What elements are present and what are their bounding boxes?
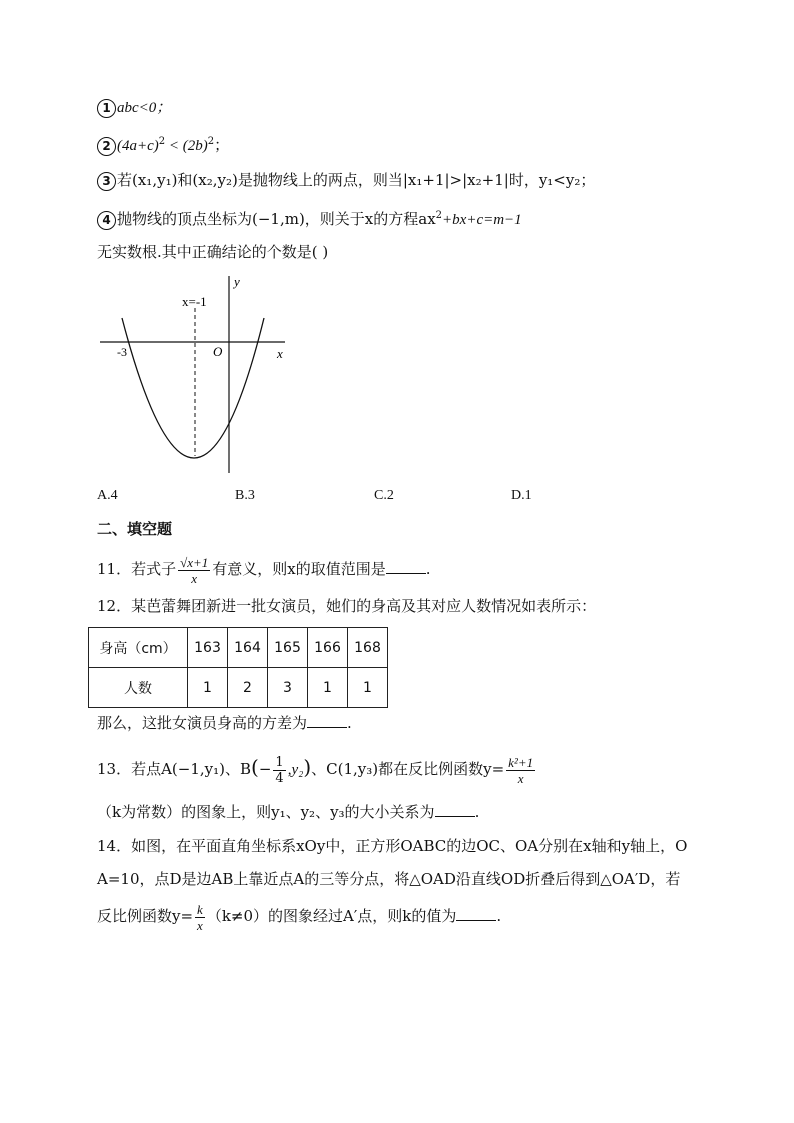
statement-1 bbox=[97, 97, 171, 118]
table-cell: 166 bbox=[308, 628, 348, 668]
y-axis-label: y bbox=[234, 274, 240, 289]
q11-end: . bbox=[425, 560, 431, 578]
statement-1-text: abc<0； bbox=[117, 100, 172, 116]
x-axis-label: x bbox=[277, 346, 283, 361]
height-table bbox=[88, 627, 388, 708]
statement-3 bbox=[97, 170, 595, 191]
q11-suffix: 有意义，则x的取值范围是 bbox=[212, 560, 386, 578]
q14-answer-blank[interactable] bbox=[456, 906, 496, 921]
q11-answer-blank[interactable] bbox=[386, 559, 426, 574]
question-14-line-2: A=10，点D是边AB上靠近点A的三等分点，将△OAD沿直线OD折叠后得到△OA′D，若 bbox=[97, 870, 681, 888]
table-cell: 165 bbox=[268, 628, 308, 668]
statement-2-exp-1: 2 bbox=[158, 136, 166, 147]
parabola-graph bbox=[95, 268, 295, 478]
statement-4-part-b: +bx+c=m−1 bbox=[442, 212, 522, 228]
table-cell: 163 bbox=[188, 628, 228, 668]
table-cell: 2 bbox=[228, 668, 268, 708]
q13-line1-text: 13．若点A(−1,y₁)、B bbox=[97, 760, 252, 778]
question-10-tail: 无实数根.其中正确结论的个数是( ) bbox=[97, 243, 329, 261]
question-12-text: 12．某芭蕾舞团新进一批女演员，她们的身高及其对应人数情况如表所示： bbox=[97, 597, 597, 615]
statement-2-tail: ； bbox=[214, 136, 230, 154]
q14-denominator: x bbox=[197, 917, 203, 933]
statement-4 bbox=[97, 206, 522, 230]
circled-number-4: 4 bbox=[97, 211, 116, 230]
q13-end: . bbox=[474, 803, 480, 821]
statement-2-exp-2: 2 bbox=[207, 136, 215, 147]
q11-numerator: √x+1 bbox=[180, 554, 209, 570]
table-cell: 164 bbox=[228, 628, 268, 668]
origin-label: O bbox=[213, 344, 223, 359]
option-c[interactable]: C.2 bbox=[374, 488, 394, 503]
symmetry-line-label: x=-1 bbox=[182, 294, 207, 309]
question-14-line-1: 14．如图，在平面直角坐标系xOy中，正方形OABC的边OC、OA分别在x轴和y轴上，O bbox=[97, 837, 688, 855]
option-a[interactable]: A.4 bbox=[97, 488, 118, 503]
statement-2 bbox=[97, 132, 229, 156]
section-title: 二、填空题 bbox=[97, 520, 173, 538]
q11-denominator: x bbox=[191, 570, 198, 586]
q14-end: . bbox=[496, 907, 502, 925]
q14-line3-a: 反比例函数y= bbox=[97, 907, 194, 925]
q12-after-text: 那么，这批女演员身高的方差为 bbox=[97, 714, 308, 732]
q13-line2-text: （k为常数）的图象上，则y₁、y₂、y₃的大小关系为 bbox=[97, 803, 435, 821]
table-row bbox=[89, 628, 388, 668]
table-cell: 3 bbox=[268, 668, 308, 708]
parabola-curve bbox=[122, 318, 264, 458]
table-header-height: 身高（cm） bbox=[89, 628, 188, 668]
question-13-line-1: 13．若点A(−1,y₁)、B(− $\frac{1}{4}$ ,y₂)、C(1,y₃)都在反比例函数y= $\frac{\text{k²+1}}{x}$ bbox=[97, 754, 534, 786]
question-12-after bbox=[97, 713, 352, 733]
option-b[interactable]: B.3 bbox=[235, 488, 255, 503]
circled-number-1: 1 bbox=[97, 99, 116, 118]
table-row bbox=[89, 668, 388, 708]
q13-function-fraction bbox=[506, 755, 535, 786]
q13-function-numerator: k²+1 bbox=[508, 754, 534, 770]
statement-3-text: 若(x₁,y₁)和(x₂,y₂)是抛物线上的两点，则当|x₁+1|>|x₂+1|时，y₁<y₂； bbox=[117, 171, 596, 189]
circled-number-3: 3 bbox=[97, 172, 116, 191]
q13-b-fraction bbox=[273, 755, 285, 786]
option-d[interactable]: D.1 bbox=[511, 488, 532, 503]
question-11 bbox=[97, 554, 431, 586]
question-13-line-2 bbox=[97, 802, 479, 822]
table-cell: 168 bbox=[348, 628, 388, 668]
q11-prefix: 11．若式子 bbox=[97, 560, 177, 578]
statement-2-part-a: (4a+c) bbox=[117, 138, 159, 154]
q13-b-numerator: 1 bbox=[275, 754, 284, 770]
table-header-count: 人数 bbox=[89, 668, 188, 708]
q13-line1-mid: 、C(1,y₃)都在反比例函数y= bbox=[311, 760, 505, 778]
statement-4-part-a: 抛物线的顶点坐标为(−1,m)，则关于x的方程ax bbox=[117, 210, 436, 228]
q13-answer-blank[interactable] bbox=[435, 802, 475, 817]
table-cell: 1 bbox=[308, 668, 348, 708]
q13-function-denominator: x bbox=[517, 770, 524, 786]
q14-numerator: k bbox=[197, 901, 203, 917]
statement-2-mid: < (2b) bbox=[165, 138, 208, 154]
q12-end: . bbox=[347, 714, 352, 732]
circled-number-2: 2 bbox=[97, 137, 116, 156]
root-label: -3 bbox=[117, 345, 127, 359]
q13-b-denominator: 4 bbox=[275, 770, 284, 786]
q12-answer-blank[interactable] bbox=[307, 713, 347, 728]
table-cell: 1 bbox=[348, 668, 388, 708]
statement-4-exp: 2 bbox=[435, 210, 443, 221]
table-cell: 1 bbox=[188, 668, 228, 708]
question-14-line-3 bbox=[97, 899, 501, 933]
q14-line3-b: （k≠0）的图象经过A′点，则k的值为 bbox=[206, 907, 457, 925]
q11-fraction bbox=[178, 555, 210, 586]
q14-fraction bbox=[195, 902, 205, 933]
